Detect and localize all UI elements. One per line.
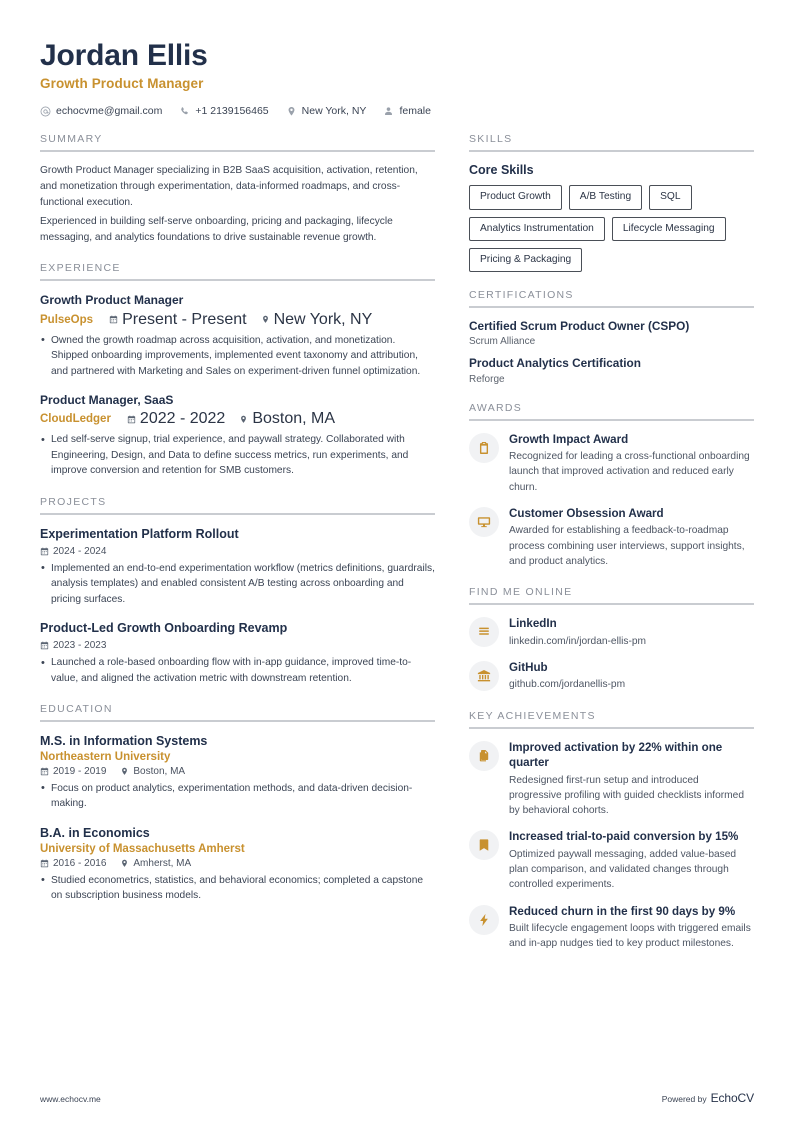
education-entry <box>40 825 435 904</box>
footer-site-url[interactable]: www.echocv.me <box>40 1094 101 1104</box>
achievement-description: Redesigned first-run setup and introduced progressive profiling with guided checklists informed by behavioral cohorts. <box>509 774 744 817</box>
achievement-name: Improved activation by 22% within one quarter <box>509 740 723 770</box>
bullet: • Launched a role-based onboarding flow with in-app guidance, improved time-to-value, and aligned the activation metric with downstream retention. <box>40 655 435 686</box>
contact-phone-text: +1 2139156465 <box>195 105 269 118</box>
achievement-name: Reduced churn in the first 90 days by 9% <box>509 904 736 918</box>
education-entry <box>40 733 435 812</box>
experience-dates <box>127 410 225 428</box>
contact-phone[interactable] <box>179 105 268 117</box>
project-dates-text: 2024 - 2024 <box>53 545 107 557</box>
education-bullets <box>40 873 435 904</box>
footer-branding <box>662 1091 754 1105</box>
education-meta-row <box>40 858 435 869</box>
bullet: • Focus on product analytics, experimentation methods, and data-driven decision-making. <box>40 781 435 812</box>
contact-email[interactable] <box>40 105 162 117</box>
achievement-item <box>469 740 754 819</box>
contact-location-text: New York, NY <box>301 105 367 118</box>
education-location-text: Boston, MA <box>133 765 186 777</box>
achievement-description: Built lifecycle engagement loops with triggered emails and in-app nudges tied to key product milestones. <box>509 923 751 950</box>
project-name: Experimentation Platform Rollout <box>40 526 239 541</box>
contact-row <box>40 105 754 117</box>
section-find-me-online <box>469 586 754 692</box>
achievement-body <box>509 904 754 952</box>
experience-location <box>261 311 373 329</box>
section-title-experience: EXPERIENCE <box>40 262 121 275</box>
project-dates <box>40 640 106 651</box>
certification-issuer: Reforge <box>469 373 505 385</box>
clipboard-icon <box>469 433 499 463</box>
achievement-name: Increased trial-to-paid conversion by 15% <box>509 830 739 844</box>
section-summary <box>40 133 435 245</box>
section-divider <box>469 150 754 152</box>
calendar-icon <box>40 641 49 650</box>
list-icon <box>469 617 499 647</box>
bolt-icon <box>469 905 499 935</box>
phone-icon <box>179 106 190 117</box>
education-bullets <box>40 781 435 812</box>
section-experience <box>40 262 435 478</box>
project-meta-row <box>40 546 435 557</box>
experience-dates-text: Present - Present <box>122 310 247 328</box>
project-dates-text: 2023 - 2023 <box>53 640 107 652</box>
summary-paragraph: Experienced in building self-serve onboarding, pricing and packaging, lifecycle messaging, and analytics foundations to drive sustainable revenue growth. <box>40 215 393 243</box>
certification-name: Product Analytics Certification <box>469 356 641 371</box>
section-awards <box>469 402 754 570</box>
education-dates-text: 2016 - 2016 <box>53 857 107 869</box>
certification-item <box>469 319 754 347</box>
contact-gender <box>383 105 431 117</box>
skill-chip-list <box>469 185 754 272</box>
online-profile-body <box>509 616 754 649</box>
achievement-body <box>509 829 754 892</box>
section-divider <box>469 727 754 729</box>
certification-item <box>469 356 754 384</box>
candidate-job-title: Growth Product Manager <box>40 76 204 92</box>
footer-powered-by-label: Powered by <box>661 1094 707 1104</box>
experience-meta-row <box>40 311 435 329</box>
education-location <box>120 766 185 777</box>
online-profile-label: LinkedIn <box>509 617 557 631</box>
education-degree: M.S. in Information Systems <box>40 734 208 749</box>
skill-chip: Lifecycle Messaging <box>612 217 726 241</box>
map-pin-icon <box>120 767 129 776</box>
calendar-icon <box>127 415 136 424</box>
resume-footer <box>40 1091 754 1105</box>
at-circle-icon <box>40 106 51 117</box>
project-bullets <box>40 655 435 686</box>
bullet: • Led self-serve signup, trial experience, and paywall strategy. Collaborated with Engineering, Design, and Data to define success metrics, run experiments, and improve conversion and retention for SMB customers. <box>40 432 435 479</box>
section-key-achievements <box>469 710 754 952</box>
education-dates <box>40 766 106 777</box>
section-title-key-achievements: KEY ACHIEVEMENTS <box>469 709 596 722</box>
map-pin-icon <box>239 415 248 424</box>
map-pin-icon <box>261 315 270 324</box>
map-pin-icon <box>286 106 297 117</box>
online-profile-url[interactable]: linkedin.com/in/jordan-ellis-pm <box>509 635 647 647</box>
education-school: University of Massachusetts Amherst <box>40 842 245 855</box>
map-pin-icon <box>120 859 129 868</box>
online-profile-body <box>509 660 754 693</box>
project-name: Product-Led Growth Onboarding Revamp <box>40 621 288 636</box>
award-item <box>469 432 754 495</box>
experience-location-text: Boston, MA <box>252 410 336 428</box>
skill-chip: SQL <box>649 185 691 209</box>
summary-paragraph: Growth Product Manager specializing in B2B SaaS acquisition, activation, retention, and monetization through experimentation, data-informed roadmaps, and cross-functional execution. <box>40 165 418 209</box>
bullet: • Owned the growth roadmap across acquisition, activation, and monetization. Shipped onboarding improvements, implemented event taxonomy and attribution, and partnered with Marketing and Sales on experiment-driven funnel optimization. <box>40 333 435 380</box>
section-title-awards: AWARDS <box>469 401 523 414</box>
section-title-find-me-online: FIND ME ONLINE <box>469 586 573 599</box>
education-dates-text: 2019 - 2019 <box>53 765 107 777</box>
achievement-description: Optimized paywall messaging, added value-based plan comparison, and validated changes through controlled experiments. <box>509 848 737 891</box>
project-entry <box>40 526 435 607</box>
experience-entry <box>40 292 435 379</box>
online-profile-url[interactable]: github.com/jordanellis-pm <box>509 679 626 691</box>
skills-group-name: Core Skills <box>469 163 534 178</box>
right-column <box>469 133 754 968</box>
experience-meta-row <box>40 410 435 428</box>
online-profile-github[interactable] <box>469 660 754 693</box>
education-location-text: Amherst, MA <box>133 857 192 869</box>
award-item <box>469 506 754 569</box>
section-certifications <box>469 289 754 385</box>
award-body <box>509 506 754 569</box>
achievement-item <box>469 904 754 952</box>
skill-chip: Analytics Instrumentation <box>469 217 605 241</box>
award-name: Customer Obsession Award <box>509 507 664 521</box>
resume-header <box>40 38 754 117</box>
left-column <box>40 133 435 920</box>
monitor-icon <box>469 507 499 537</box>
education-meta-row <box>40 766 435 777</box>
section-divider <box>469 419 754 421</box>
contact-gender-text: female <box>399 105 431 118</box>
bullet: • Studied econometrics, statistics, and behavioral economics; completed a capstone on subscription business models. <box>40 873 435 904</box>
experience-bullets <box>40 432 435 479</box>
project-entry <box>40 620 435 686</box>
certification-issuer: Scrum Alliance <box>469 336 536 348</box>
resume-columns <box>40 133 754 968</box>
contact-location <box>286 105 367 117</box>
award-name: Growth Impact Award <box>509 432 629 446</box>
certification-name: Certified Scrum Product Owner (CSPO) <box>469 319 690 334</box>
achievement-item <box>469 829 754 892</box>
section-projects <box>40 496 435 686</box>
experience-entry <box>40 392 435 479</box>
online-profile-label: GitHub <box>509 661 548 675</box>
skill-chip: Product Growth <box>469 185 562 209</box>
skill-chip: Pricing & Packaging <box>469 248 582 272</box>
section-title-projects: PROJECTS <box>40 495 107 508</box>
project-meta-row <box>40 640 435 651</box>
skill-chip: A/B Testing <box>569 185 642 209</box>
section-title-education: EDUCATION <box>40 703 113 716</box>
section-divider <box>40 513 435 515</box>
section-divider <box>469 603 754 605</box>
experience-company: CloudLedger <box>40 413 111 426</box>
experience-dates <box>109 311 247 329</box>
section-divider <box>40 720 435 722</box>
section-divider <box>469 306 754 308</box>
copy-icon <box>469 741 499 771</box>
bullet: • Implemented an end-to-end experimentation workflow (metrics definitions, guardrails, analysis templates) and enabled consistent A/B testing across onboarding and pricing surfaces. <box>40 561 435 608</box>
project-dates <box>40 546 106 557</box>
section-title-summary: SUMMARY <box>40 133 103 146</box>
section-divider <box>40 279 435 281</box>
education-dates <box>40 858 106 869</box>
award-description: Awarded for establishing a feedback-to-roadmap process combining user interviews, support insights, and product analytics. <box>509 525 745 568</box>
online-profile-linkedin[interactable] <box>469 616 754 649</box>
section-divider <box>40 150 435 152</box>
award-body <box>509 432 754 495</box>
experience-role: Growth Product Manager <box>40 293 184 308</box>
experience-role: Product Manager, SaaS <box>40 393 174 408</box>
calendar-icon <box>40 767 49 776</box>
education-school: Northeastern University <box>40 750 171 763</box>
bank-icon <box>469 661 499 691</box>
education-location <box>120 858 191 869</box>
achievement-body <box>509 740 754 819</box>
footer-brand-name: EchoCV <box>710 1091 754 1105</box>
experience-location-text: New York, NY <box>273 310 373 328</box>
section-title-certifications: CERTIFICATIONS <box>469 289 574 302</box>
section-skills <box>469 133 754 272</box>
calendar-icon <box>40 547 49 556</box>
experience-bullets <box>40 333 435 380</box>
experience-company: PulseOps <box>40 313 94 326</box>
experience-location <box>239 410 335 428</box>
experience-dates-text: 2022 - 2022 <box>139 410 226 428</box>
contact-email-text: echocvme@gmail.com <box>56 105 163 118</box>
candidate-name: Jordan Ellis <box>40 39 208 72</box>
calendar-icon <box>109 315 118 324</box>
project-bullets <box>40 561 435 608</box>
person-icon <box>383 106 394 117</box>
calendar-icon <box>40 859 49 868</box>
education-degree: B.A. in Economics <box>40 825 150 840</box>
bookmark-icon <box>469 830 499 860</box>
section-education <box>40 703 435 904</box>
award-description: Recognized for leading a cross-functional onboarding launch that improved activation and reduced early churn. <box>509 451 750 493</box>
section-title-skills: SKILLS <box>469 133 513 146</box>
